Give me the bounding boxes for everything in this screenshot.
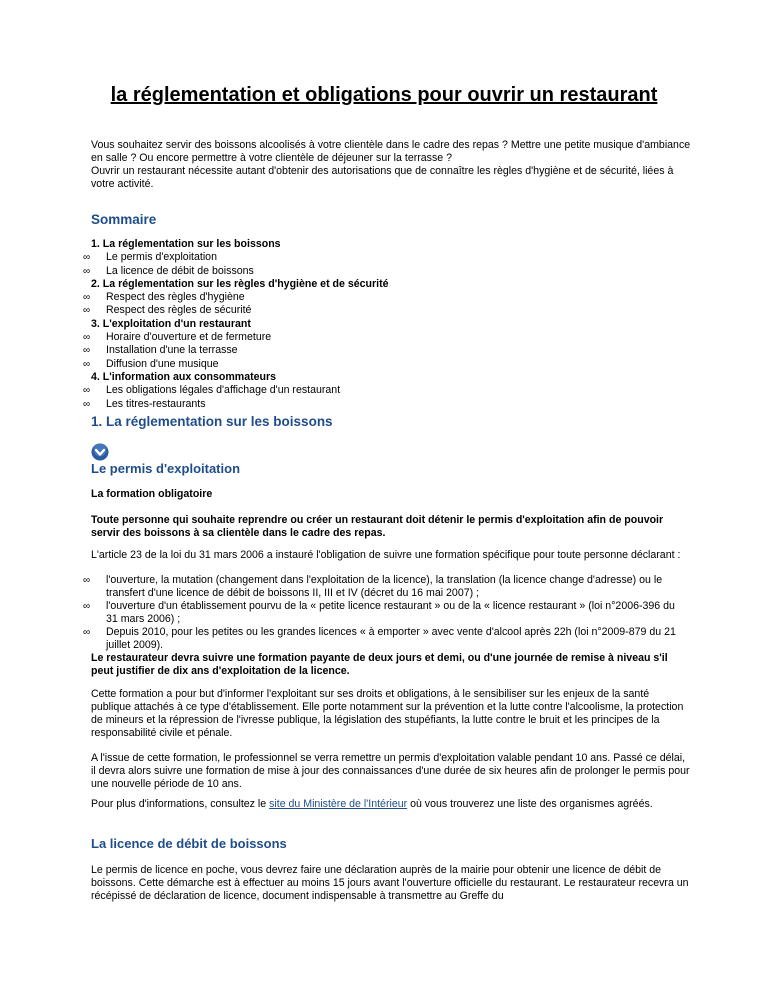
article-text: L'article 23 de la loi du 31 mars 2006 a instauré l'obligation de suivre une formation spécifique pour toute personne déclarant : (91, 549, 681, 561)
toc-heading[interactable]: 4. L'information aux consommateurs (91, 370, 277, 383)
table-of-contents (0, 238, 768, 411)
ministere-link[interactable]: site du Ministère de l'Intérieur (269, 798, 408, 810)
toc-heading[interactable]: 1. La réglementation sur les boissons (91, 238, 281, 250)
section-1-heading: 1. La réglementation sur les boissons (91, 414, 333, 429)
article-list (0, 574, 768, 652)
licence-text: Le permis de licence en poche, vous devrez faire une déclaration auprès de la mairie pour obtenir une licence de débit de boissons. Cette démarche est à effectuer au moins 15 jours avant l'ouverture officielle du restaurant. Le restaurateur recevra un récépissé de déclaration de licence, document indispensable à transmettre au Greffe du (91, 864, 689, 902)
formation-goal-text: Cette formation a pour but d'informer l'exploitant sur ses droits et obligations, à le sensibiliser sur les enjeux de la santé publique attachés à ce type d'établissement. Elle porte notamment sur la prévention et la lutte contre l'alcoolisme, la protection de mineurs et la répression de l'ivresse publique, la législation des stupéfiants, la lutte contre le bruit et les principes de la responsabilité civile et pénale. (91, 688, 684, 739)
toc-item[interactable]: ∞ Installation d'une la terrasse (83, 344, 238, 357)
permis-heading: Le permis d'exploitation (91, 461, 241, 476)
bullet-icon: ∞ (83, 358, 91, 370)
toc-item[interactable]: ∞ La licence de débit de boissons (83, 264, 254, 277)
bullet-icon: ∞ (83, 398, 91, 410)
bullet-icon: ∞ (83, 252, 91, 264)
toc-heading[interactable]: 2. La réglementation sur les règles d'hygiène et de sécurité (91, 277, 389, 290)
info-text: Pour plus d'informations, consultez le site du Ministère de l'Intérieur où vous trouverez une liste des organismes agréés. (91, 798, 653, 810)
bullet-icon: ∞ (83, 627, 91, 638)
toc-item[interactable]: ∞ Les titres-restaurants (83, 397, 206, 410)
bullet-icon: ∞ (83, 332, 91, 344)
toc-item[interactable]: ∞ Respect des règles d'hygiène (83, 291, 245, 304)
bullet-icon: ∞ (83, 265, 91, 277)
bullet-icon: ∞ (83, 305, 91, 317)
toc-item[interactable]: ∞ Respect des règles de sécurité (83, 304, 252, 317)
intro-line-2: Ouvrir un restaurant nécessite autant d'obtenir des autorisations que de connaître les règles d'hygiène et de sécurité, liées à votre activité. (91, 165, 674, 190)
formation-title: La formation obligatoire (91, 488, 213, 500)
bullet-icon: ∞ (83, 385, 91, 397)
bullet-icon: ∞ (83, 601, 91, 612)
formation-bold-text: Toute personne qui souhaite reprendre ou créer un restaurant doit détenir le permis d'exploitation afin de pouvoir servir des boissons à sa clientèle dans le cadre des repas. (91, 514, 664, 539)
sommaire-heading: Sommaire (91, 212, 157, 227)
issue-text: A l'issue de cette formation, le professionnel se verra remettre un permis d'exploitation valable pendant 10 ans. Passé ce délai, il devra alors suivre une formation de mise à jour des connaissances d'une durée de six heures afin de prolonger le permis pour une nouvelle période de 10 ans. (91, 752, 690, 790)
toc-item[interactable]: ∞ Le permis d'exploitation (83, 251, 217, 264)
bullet-icon: ∞ (83, 575, 91, 586)
chevron-down-icon[interactable] (91, 443, 109, 461)
intro-paragraph (91, 139, 691, 191)
intro-line-1: Vous souhaitez servir des boissons alcoolisés à votre clientèle dans le cadre des repas ? Mettre une petite musique d'ambiance en salle ? Ou encore permettre à votre clientèle de déjeuner sur la terrasse ? (91, 139, 691, 164)
toc-heading[interactable]: 3. L'exploitation d'un restaurant (91, 317, 251, 330)
bullet-icon: ∞ (83, 345, 91, 357)
list-item: ∞ Depuis 2010, pour les petites ou les grandes licences « à emporter » avec vente d'alcool après 22h (loi n°2009-879 du 21 juillet 2009). (83, 626, 676, 651)
list-item: ∞ l'ouverture, la mutation (changement dans l'exploitation de la licence), la translation (la licence change d'adresse) ou le transfert d'une licence de débit de boissons II, III et IV (décret du 16 mai 2007) ; (83, 574, 663, 599)
toc-item[interactable]: ∞ Horaire d'ouverture et de fermeture (83, 331, 272, 344)
restaurateur-bold-text: Le restaurateur devra suivre une formation payante de deux jours et demi, ou d'une journée de remise à niveau s'il peut justifier de dix ans d'exploitation de la licence. (91, 652, 668, 677)
toc-item[interactable]: ∞ Les obligations légales d'affichage d'un restaurant (83, 384, 341, 397)
page-title: la réglementation et obligations pour ouvrir un restaurant (110, 84, 658, 106)
list-item: ∞ l'ouverture d'un établissement pourvu de la « petite licence restaurant » ou de la « licence restaurant » (loi n°2006-396 du 31 mars 2006) ; (83, 600, 675, 625)
bullet-icon: ∞ (83, 292, 91, 304)
licence-heading: La licence de débit de boissons (91, 836, 287, 851)
toc-item[interactable]: ∞ Diffusion d'une musique (83, 357, 219, 370)
